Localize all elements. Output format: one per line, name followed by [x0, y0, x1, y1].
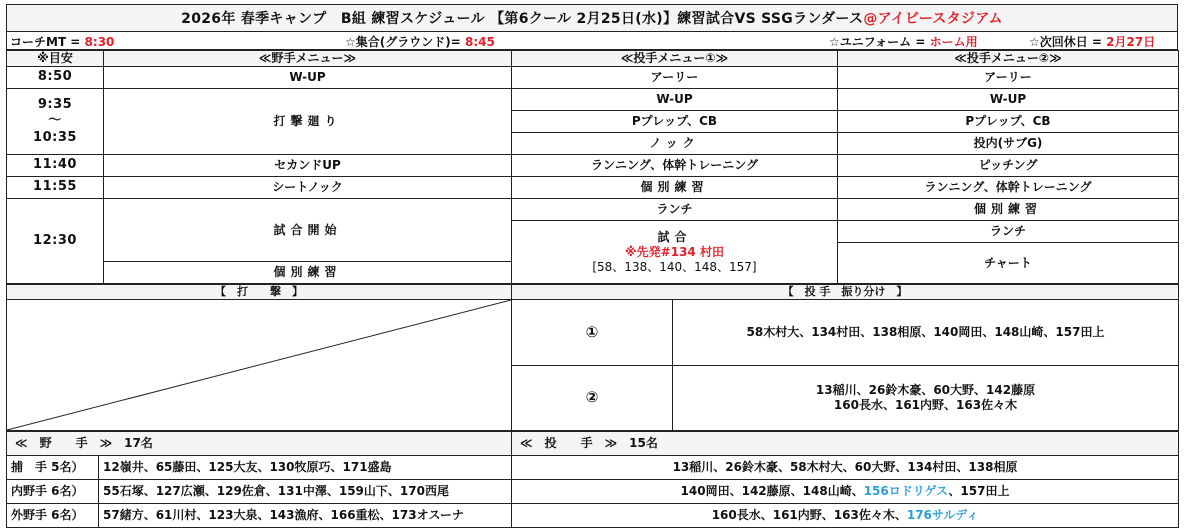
time-tilde: ～ — [48, 113, 62, 129]
p1-relievers: [58、138、140、148、157] — [592, 259, 757, 274]
p1-individual: 個別練習 — [512, 177, 838, 199]
gather-time — [345, 33, 495, 50]
p2-wup: W-UP — [838, 89, 1179, 111]
schedule-sheet — [6, 4, 1178, 528]
catchers-label: 捕 手 5名） — [7, 456, 99, 480]
gather-label: ☆集合(グラウンド)= — [345, 35, 465, 49]
p2-chart: チャート — [838, 243, 1179, 284]
header-pitcher2: ≪投手メニュー②≫ — [838, 51, 1179, 67]
fielder-sheet-knock: シートノック — [104, 177, 512, 199]
diagonal-slash — [7, 300, 511, 430]
time-1230: 12:30 — [7, 199, 104, 284]
p2-individual: 個別練習 — [838, 199, 1179, 221]
info-bar — [6, 32, 1178, 50]
time-0935-1035 — [7, 89, 104, 155]
header-pitcher1: ≪投手メニュー①≫ — [512, 51, 838, 67]
outfield-label: 外野手 6名） — [7, 504, 99, 528]
p2-running: ランニング、体幹トレーニング — [838, 177, 1179, 199]
group2-line2: 160長水、161内野、163佐々木 — [833, 397, 1018, 412]
infield-label: 内野手 6名） — [7, 480, 99, 504]
catchers-names: 12嶺井、65藤田、125大友、130牧原巧、171盛島 — [99, 456, 512, 480]
pitchers-line3 — [512, 504, 1179, 528]
p1-lunch: ランチ — [512, 199, 838, 221]
next-off — [1029, 33, 1155, 50]
uniform-value: ホーム用 — [929, 35, 978, 49]
group1-names — [673, 300, 1179, 366]
pitchers-line3-highlight: 176サルディ — [906, 508, 979, 522]
title-venue: @アイビースタジアム — [863, 11, 1003, 27]
header-fielder: ≪野手メニュー≫ — [104, 51, 512, 67]
pitchers-header: ≪ 投 手 ≫ 15名 — [512, 432, 1179, 456]
pitch-split-header: 【 投 手 振り分け 】 — [512, 285, 1179, 300]
time-0935: 9:35 — [37, 97, 73, 113]
p2-lunch: ランチ — [838, 221, 1179, 243]
p1-wup: W-UP — [512, 89, 838, 111]
pitchers-line2-part1: 140岡田、142藤原、148山崎、 — [680, 484, 864, 498]
uniform-label: ☆ユニフォーム = — [829, 35, 930, 49]
pitchers-line2-part2: 、157田上 — [948, 484, 1010, 498]
fielder-second-up: セカンドUP — [104, 155, 512, 177]
group1-mark: ① — [512, 300, 673, 366]
next-off-label: ☆次回休日 = — [1029, 35, 1107, 49]
pitchers-line1: 13稲川、26鈴木豪、58木村大、60大野、134村田、138相原 — [512, 456, 1179, 480]
p1-game-label: 試合 — [657, 229, 692, 244]
batting-empty-area — [7, 300, 512, 431]
group2-names — [673, 365, 1179, 431]
time-1035: 10:35 — [33, 129, 77, 145]
pitchers-line2 — [512, 480, 1179, 504]
p1-early: アーリー — [512, 67, 838, 89]
outfield-names: 57緒方、61川村、123大泉、143漁府、166重松、173オスーナ — [99, 504, 512, 528]
header-time: ※目安 — [7, 51, 104, 67]
p1-starter: ※先発#134 村田 — [625, 244, 724, 259]
fielder-batting: 打撃廻り — [104, 89, 512, 155]
uniform — [829, 33, 978, 50]
next-off-value: 2月27日 — [1106, 35, 1156, 49]
p1-knock: ノック — [512, 133, 838, 155]
time-1155: 11:55 — [7, 177, 104, 199]
gather-time-value: 8:45 — [464, 35, 495, 49]
fielder-individual: 個別練習 — [104, 262, 512, 284]
batting-pitching-split — [6, 284, 1179, 431]
batting-header: 【 打 撃 】 — [7, 285, 512, 300]
p2-early: アーリー — [838, 67, 1179, 89]
p2-pprep: Pプレップ、CB — [838, 111, 1179, 133]
p1-pprep: Pプレップ、CB — [512, 111, 838, 133]
p1-running: ランニング、体幹トレーニング — [512, 155, 838, 177]
schedule-table — [6, 50, 1179, 284]
time-1140: 11:40 — [7, 155, 104, 177]
pitchers-line3-part1: 160長水、161内野、163佐々木、 — [711, 508, 907, 522]
group1-line1: 58木村大、134村田、138相原、140岡田、148山崎、157田上 — [746, 324, 1105, 339]
roster-table — [6, 431, 1179, 528]
p2-throwing-in: 投内(サブG) — [838, 133, 1179, 155]
coach-mt-time: 8:30 — [84, 35, 115, 49]
p1-game — [512, 221, 838, 284]
group2-line1: 13稲川、26鈴木豪、60大野、142藤原 — [815, 382, 1036, 397]
coach-mt — [10, 33, 114, 50]
coach-mt-label: コーチMT = — [10, 35, 85, 49]
p2-pitching: ピッチング — [838, 155, 1179, 177]
infield-names: 55石塚、127広瀬、129佐倉、131中澤、159山下、170西尾 — [99, 480, 512, 504]
group2-mark: ② — [512, 365, 673, 431]
fielders-header: ≪ 野 手 ≫ 17名 — [7, 432, 512, 456]
title-main: 2026年 春季キャンプ B組 練習スケジュール 【第6クール 2月25日(水)】練習試合VS SSGランダース — [181, 11, 864, 27]
fielder-game-start: 試合開始 — [104, 199, 512, 262]
fielder-wup: W-UP — [104, 67, 512, 89]
pitchers-line2-highlight: 156ロドリゲス — [863, 484, 949, 498]
time-0850: 8:50 — [7, 67, 104, 89]
page-title — [6, 4, 1178, 32]
